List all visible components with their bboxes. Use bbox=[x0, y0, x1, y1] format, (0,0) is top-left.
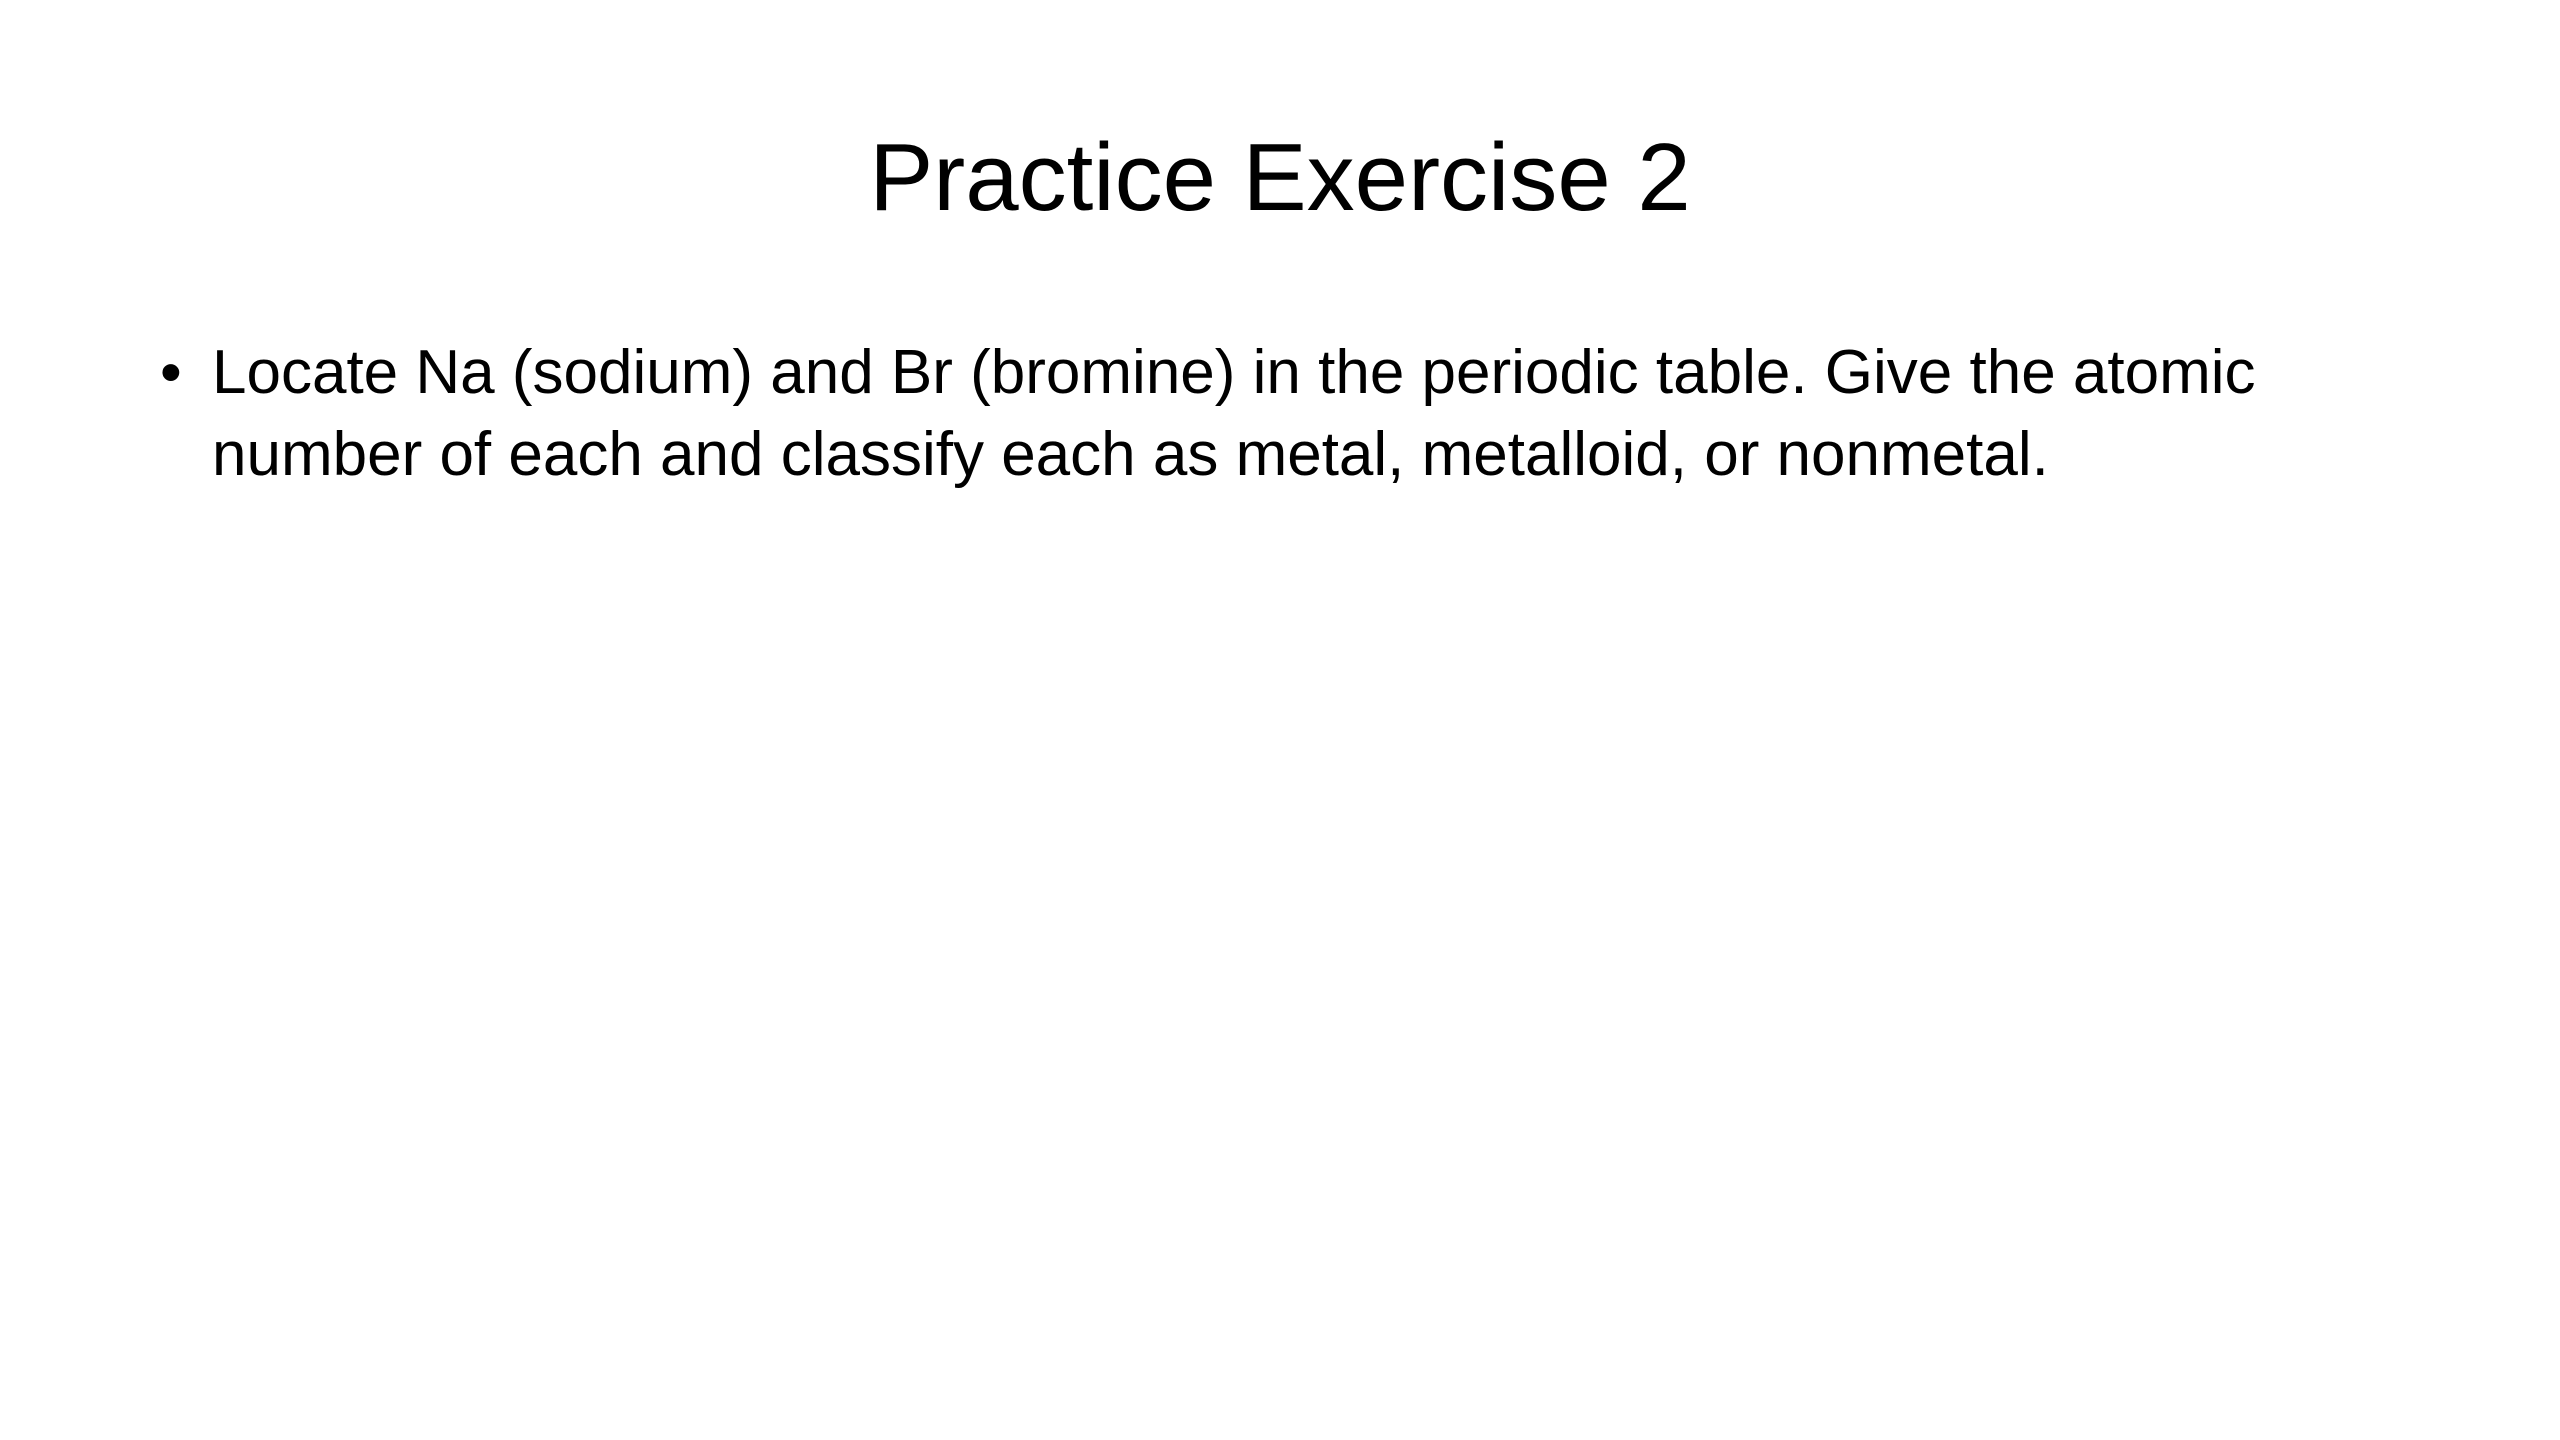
bullet-marker: • bbox=[160, 338, 182, 407]
bullet-list bbox=[160, 332, 2340, 496]
slide-title: Practice Exercise 2 bbox=[869, 124, 1691, 231]
bullet-text: Locate Na (sodium) and Br (bromine) in the periodic table. Give the atomic number of each and classify each as metal, metalloid, or nonmetal. bbox=[212, 338, 2256, 489]
bullet-item bbox=[160, 332, 2340, 496]
